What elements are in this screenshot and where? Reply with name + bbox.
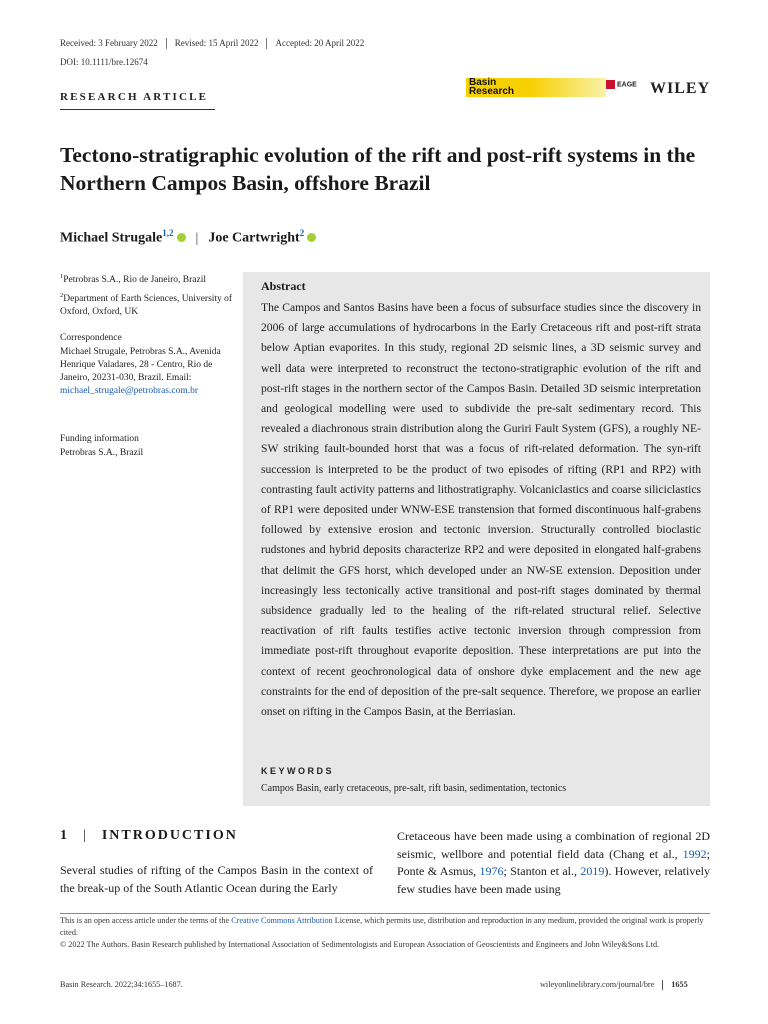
divider (60, 109, 215, 110)
page-number: 1655 (671, 980, 688, 989)
article-title: Tectono-stratigraphic evolution of the rift and post-rift systems in the Northern Campos Basin, offshore Brazil (60, 143, 696, 195)
email-link[interactable]: michael_strugale@petrobras.com.br (60, 386, 199, 396)
author-affiliation[interactable]: 1,2 (162, 228, 174, 238)
correspondence-label: Correspondence (60, 333, 122, 343)
license-link[interactable]: Creative Commons Attribution (231, 916, 333, 925)
author-list (60, 228, 316, 247)
accepted-date: Accepted: 20 April 2022 (275, 38, 365, 48)
funding-text: Petrobras S.A., Brazil (60, 448, 144, 458)
author-affiliation[interactable]: 2 (299, 228, 305, 238)
journal-url[interactable]: wileyonlinelibrary.com/journal/bre (540, 980, 655, 989)
citation-link[interactable]: 1992 (682, 846, 707, 861)
keywords-heading: KEYWORDS (261, 766, 335, 776)
divider (166, 38, 167, 49)
affiliation-1: $^1$Petrobras S.A., Rio de Janeiro, Brazil (60, 273, 206, 286)
doi[interactable]: DOI: 10.1111/bre.12674 (60, 57, 148, 67)
funding-label: Funding information (60, 434, 139, 444)
journal-logo[interactable] (466, 78, 606, 97)
page-footer (540, 980, 688, 990)
article-type: RESEARCH ARTICLE (60, 91, 209, 103)
divider (266, 38, 267, 49)
orcid-icon[interactable] (307, 233, 316, 242)
body-text-left: Several studies of rifting of the Campos Basin in the context of the break-up of the South Atlantic Ocean during the Early (60, 863, 373, 895)
citation-link[interactable]: 1976 (479, 864, 504, 878)
copyright: © 2022 The Authors. Basin Research published by International Association of Sedimentologists and European Association of Geoscientists and Engineers and John Wiley&Sons Ltd. (60, 940, 660, 949)
abstract-text: The Campos and Santos Basins have been a focus of subsurface studies since the discovery in 2006 of large accumulations of hydrocarbons in the Early Cretaceous rift and post-rift strata below Aptian evaporites. In this study, regional 2D seismic lines, a 3D seismic survey and well data were interpreted to reconstruct the tectono-stratigraphic evolution of the rift and post-rift stages in the northern sector of the Campos Basin. Detailed 3D seismic interpretation and geological modelling were used to subdivide the pre-salt sedimentary record. This revealed a diachronous strain distribution along the Guriri Fault System (GFS), a roughly NE-SW striking fault-bounded horst that was a focus of rift-related deformation. The syn-rift succession is interpreted to be the product of two episodes of rifting (RP1 and RP2) with contrasting fault activity patterns and lithostratigraphy. Volcaniclastics and coarse siliciclastics of RP1 were deposited under WNW-ESE transtension that formed discontinuous half-grabens followed by extensive erosion and tectonic inversion. Structurally controlled bioclastic rudstones and hybrid deposits characterize RP2 and were deposited in elongated half-grabens that delimit the GFS horst, which developed under an NW-SE extension. Deposition under increasingly less tectonically active transitional and post-rift stages dominated by thermal subsidence gradually led to the healing of the rift-related structural relief. Selective reactivation of rift faults testifies active tectonic inversion through compression from immediate post-rift throughout evaporite deposition. These interpretations are put into the context of recent geochronological data of onshore dyke emplacement and the new age constraints for the end of deposition of the pre-salt sequence. Therefore, we propose an earlier onset on rifting in the Campos Basin, at the Berriasian. (261, 301, 701, 719)
affiliation-2: $^2$Department of Earth Sciences, University of Oxford, Oxford, UK (60, 292, 233, 318)
eage-mark-icon (606, 80, 615, 89)
correspondence-text: Michael Strugale, Petrobras S.A., Avenida Henrique Valadares, 28 - Centro, Rio de Janeiro, 20231-030, Brazil. Email: michael_strugale@petrobras.com.br (60, 347, 221, 396)
revised-date: Revised: 15 April 2022 (174, 38, 259, 48)
orcid-icon[interactable] (177, 233, 186, 242)
keywords: Campos Basin, early cretaceous, pre-salt, rift basin, sedimentation, tectonics (261, 783, 567, 794)
received-date: Received: 3 February 2022 (60, 38, 158, 48)
divider (662, 980, 663, 990)
publication-dates (60, 38, 364, 49)
abstract-heading: Abstract (261, 279, 306, 293)
author-name[interactable]: Joe Cartwright (208, 230, 300, 246)
citation: Basin Research. 2022;34:1655–1687. (60, 980, 183, 989)
body-text-right: Cretaceous have been made using a combination of regional 2D seismic, wellbore and potential field data (Chang et al., 1992; Ponte & Asmus, 1976; Stanton et al., 2019). However, relatively few studies have been made using (397, 829, 710, 896)
section-heading: 1 | INTRODUCTION (60, 828, 238, 843)
publisher-logo: WILEY (650, 80, 711, 97)
eage-logo: EAGE (606, 80, 637, 89)
author-name[interactable]: Michael Strugale (60, 230, 163, 246)
author-separator: | (195, 230, 199, 246)
license-note: This is an open access article under the terms of the Creative Commons Attribution License, which permits use, distribution and reproduction in any medium, provided the original work is properly cited. © 2022 The Authors. Basin Research published by International Association of Sedimentologists and European Association of Geoscientists and Engineers and John Wiley&Sons Ltd. (60, 915, 710, 951)
journal-name: Basin Research (469, 77, 515, 97)
citation-link[interactable]: 2019 (580, 864, 605, 878)
divider (60, 913, 710, 914)
